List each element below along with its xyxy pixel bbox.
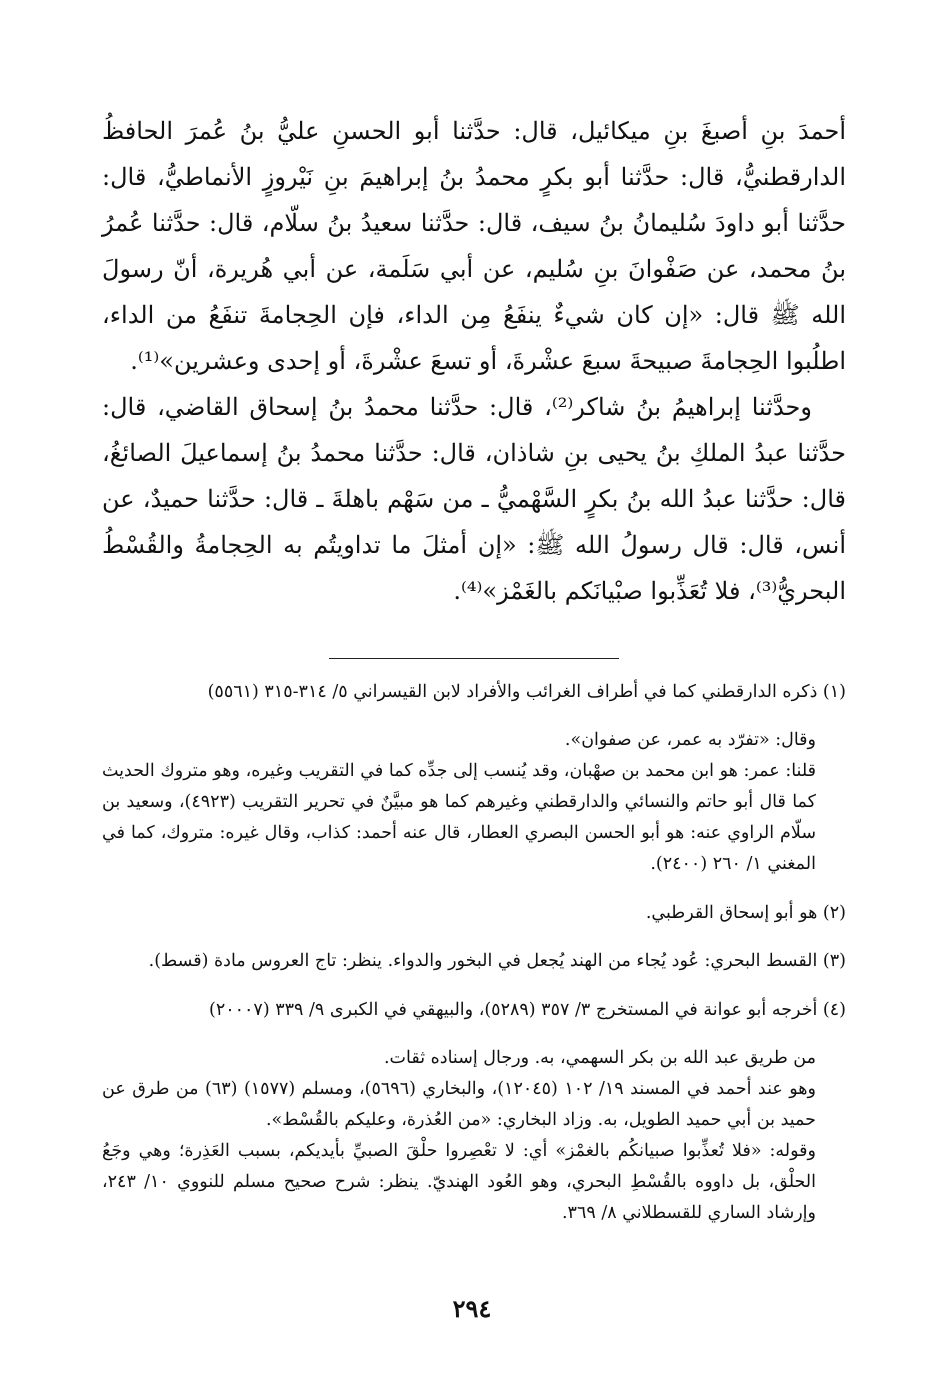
footnote-1-line-1: (١) ذكره الدارقطني كما في أطراف الغرائب والأفراد لابن القيسراني ٥/ ٣١٤-٣١٥ (٥٥٦١) <box>207 681 846 702</box>
footnote-4-line-3: وهو عند أحمد في المسند ١٩/ ١٠٢ (١٢٠٤٥)، والبخاري (٥٦٩٦)، ومسلم (١٥٧٧) (٦٣) من طرق عن حميد بن أبي حميد الطويل، به. وزاد البخاري: «من العُذرة، وعليكم بالقُسْط». <box>102 1079 816 1130</box>
footnote-1-line-2: وقال: «تفرّد به عمر، عن صفوان». <box>564 730 816 750</box>
footnote-2-line-1: (٢) هو أبو إسحاق القرطبي. <box>645 902 846 923</box>
page-number: ٢٩٤ <box>452 1294 492 1323</box>
footnote-1 <box>102 677 846 881</box>
footnote-4-line-4: وقوله: «فلا تُعذِّبوا صبيانكُم بالغمْز» أي: لا تعْصِروا حلْقَ الصبيِّ بأيديكم، بسبب العَذِرة؛ وهي وجَعُ الحلْق، بل داووه بالقُسْطِ البحري، وهو العُود الهنديّ. ينظر: شرح صحيح مسلم للنووي ١٠/ ٢٤٣، وإرشاد الساري للقسطلاني ٨/ ٣٦٩. <box>102 1141 816 1223</box>
footnote-2 <box>102 898 846 929</box>
footnote-separator <box>329 658 619 659</box>
footnote-4-line-2: من طريق عبد الله بن بكر السهمي، به. ورجال إسناده ثقات. <box>383 1048 816 1068</box>
footnote-1-line-3: قلنا: عمر: هو ابن محمد بن صهْبان، وقد يُنسب إلى جدِّه كما في التقريب وغيره، وهو متروك الحديث كما قال أبو حاتم والنسائي والدارقطني وغيرهم كما هو مبيَّنٌ في تحرير التقريب (٤٩٢٣)، وسعيد بن سلّام الراوي عنه: هو أبو الحسن البصري العطار، قال عنه أحمد: كذاب، وقال غيره: متروك، كما في المغني ١/ ٢٦٠ (٢٤٠٠). <box>102 761 816 874</box>
footnote-3-line-1: (٣) القسط البحري: عُود يُجاء من الهند يُجعل في البخور والدواء. ينظر: تاج العروس مادة (قسط). <box>148 951 846 971</box>
footnotes <box>102 677 846 1230</box>
main-text <box>102 108 846 614</box>
main-paragraph-2: وحدَّثنا إبراهيمُ بنُ شاكر⁽²⁾، قال: حدَّثنا محمدُ بنُ إسحاق القاضي، قال: حدَّثنا عبدُ الملكِ بنُ يحيى بنِ شاذان، قال: حدَّثنا محمدُ بنُ إسماعيلَ الصائغُ، قال: حدَّثنا عبدُ الله بنُ بكرٍ السَّهْميُّ ـ من سَهْم باهلةَ ـ قال: حدَّثنا حميدٌ، عن أنس، قال: قال رسولُ الله ﷺ: «إن أمثلَ ما تداويتُم به الحِجامةُ والقُسْطُ البحريُّ⁽³⁾، فلا تُعَذِّبوا صبْيانَكم بالغَمْز»⁽⁴⁾. <box>102 393 846 605</box>
footnote-3 <box>102 946 846 977</box>
footnote-4-line-1: (٤) أخرجه أبو عوانة في المستخرج ٣/ ٣٥٧ (٥٢٨٩)، والبيهقي في الكبرى ٩/ ٣٣٩ (٢٠٠٠٧) <box>208 999 846 1020</box>
footnote-4 <box>102 995 846 1230</box>
main-paragraph-1: أحمدَ بنِ أصبغَ بنِ ميكائيل، قال: حدَّثنا أبو الحسنِ عليُّ بنُ عُمرَ الحافظُ الدارقطنيُّ، قال: حدَّثنا أبو بكرٍ محمدُ بنُ إبراهيمَ بنِ نَيْروزٍ الأنماطيُّ، قال: حدَّثنا أبو داودَ سُليمانُ بنُ سيف، قال: حدَّثنا سعيدُ بنُ سلّام، قال: حدَّثنا عُمرُ بنُ محمد، عن صَفْوانَ بنِ سُليم، عن أبي سَلَمة، عن أبي هُريرة، أنّ رسولَ الله ﷺ قال: «إن كان شيءٌ ينفَعُ مِن الداء، فإن الحِجامةَ تنفَعُ من الداء، اطلُبوا الحِجامةَ صبيحةَ سبعَ عشْرةَ، أو تسعَ عشْرةَ، أو إحدى وعشرين»⁽¹⁾. <box>102 117 847 375</box>
